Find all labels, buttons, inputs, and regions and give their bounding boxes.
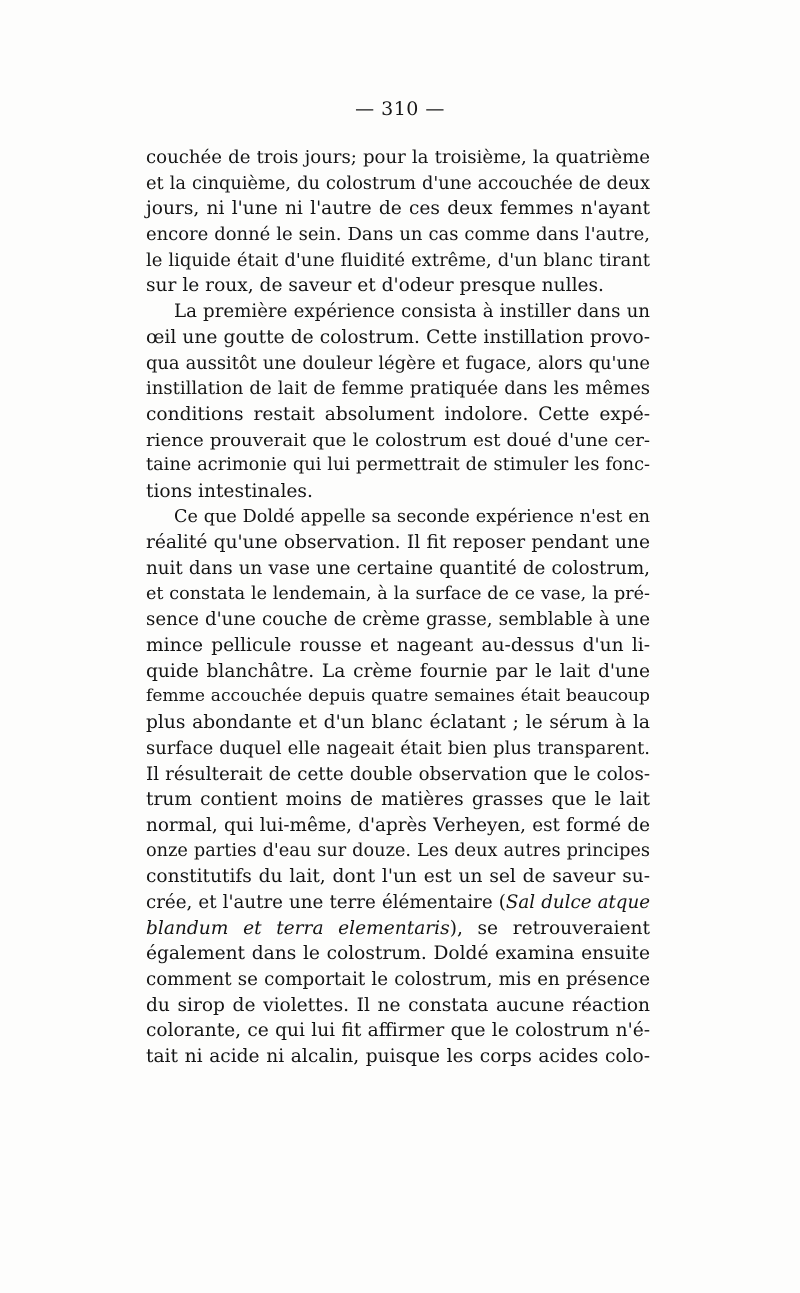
text-line: Il résulterait de cette double observation que le colos- [146,763,650,785]
text-line: également dans le colostrum. Doldé examina ensuite [146,943,650,965]
text-line: jours, ni l'une ni l'autre de ces deux femmes n'ayant [146,198,650,220]
text-line: quide blanchâtre. La crème fournie par le lait d'une [146,660,650,682]
text-line [146,890,650,916]
text-line: du sirop de violettes. Il ne constata aucune réaction [146,994,650,1016]
text-line: trum contient moins de matières grasses que le lait [146,789,650,811]
text-line: et constata le lendemain, à la surface de ce vase, la pré- [146,583,650,604]
text-line: sur le roux, de saveur et d'odeur presque nulles. [146,275,604,297]
body-text [146,145,650,1070]
text-run: crée, et l'autre une terre élémentaire ( [146,891,506,913]
text-line: couchée de trois jours; pour la troisième, la quatrième [146,147,650,168]
text-line: mince pellicule rousse et nageant au-dessus d'un li- [146,635,650,657]
text-line: colorante, ce qui lui fit affirmer que le colostrum n'é- [146,1020,650,1042]
text-line: le liquide était d'une fluidité extrême, d'un blanc tirant [146,249,650,271]
text-line: œil une goutte de colostrum. Cette instillation provo- [146,326,650,348]
text-line: instillation de lait de femme pratiquée dans les mêmes [146,378,650,400]
text-line: et la cinquième, du colostrum d'une accouchée de deux [146,172,650,194]
text-line: rience prouverait que le colostrum est doué d'une cer- [146,429,650,451]
text-line: encore donné le sein. Dans un cas comme dans l'autre, [146,224,650,246]
text-line: normal, qui lui-même, d'après Verheyen, est formé de [146,814,650,836]
text-run: ), se retrouveraient [449,917,650,939]
text-line: qua aussitôt une douleur légère et fugace, alors qu'une [146,352,650,374]
text-line: conditions restait absolument indolore. Cette expé- [146,403,650,425]
text-line: Ce que Doldé appelle sa seconde expérience n'est en [174,506,650,527]
italic-latin-phrase: Sal dulce atque [505,891,650,913]
text-line: onze parties d'eau sur douze. Les deux autres principes [146,840,650,861]
text-line: taine acrimonie qui lui permettrait de stimuler les fonc- [146,455,650,476]
text-line: surface duquel elle nageait était bien plus transparent. [146,737,650,759]
text-line: femme accouchée depuis quatre semaines était beaucoup [146,686,650,707]
text-line: tait ni acide ni alcalin, puisque les corps acides colo- [146,1046,650,1068]
text-line: plus abondante et d'un blanc éclatant ; le sérum à la [146,712,650,734]
page-number: — 310 — [355,98,445,120]
text-line: sence d'une couche de crème grasse, semblable à une [146,609,650,631]
text-line: La première expérience consista à instiller dans un [174,301,650,323]
text-line: nuit dans un vase une certaine quantité de colostrum, [146,558,650,579]
italic-latin-phrase: blandum et terra elementaris [146,917,450,939]
text-line: tions intestinales. [146,480,313,502]
text-line: constitutifs du lait, dont l'un est un sel de saveur su- [146,866,650,888]
text-line: comment se comportait le colostrum, mis en présence [146,969,650,990]
text-line: réalité qu'une observation. Il fit reposer pendant une [146,532,650,554]
text-line [146,916,650,942]
